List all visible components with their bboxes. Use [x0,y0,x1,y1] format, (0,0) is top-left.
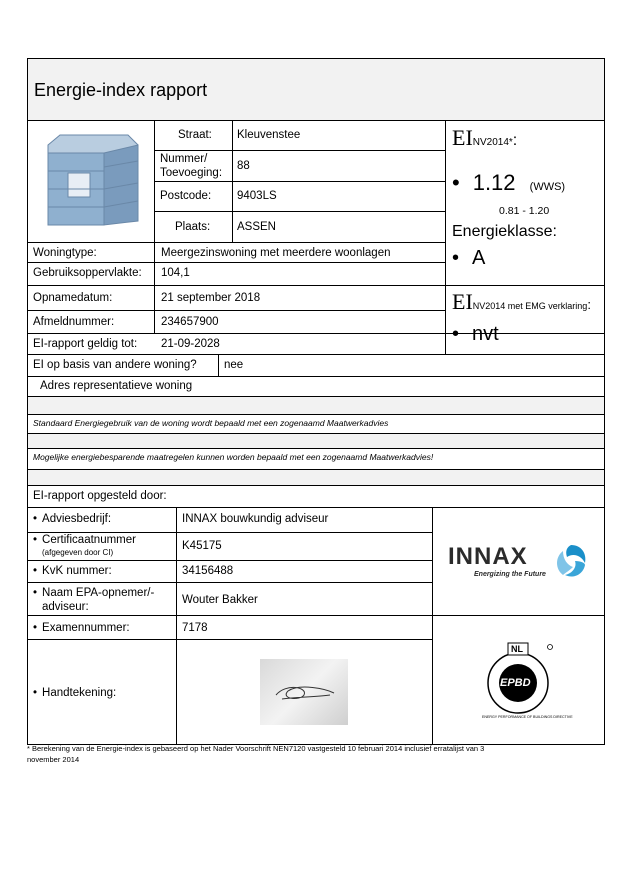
naam-label-2: adviseur: [42,601,89,613]
ei-range: 0.81 - 1.20 [499,205,550,217]
ei-emg-row [452,323,499,346]
ei-emg-value: nvt [472,323,499,345]
oppervlakte-label: Gebruiksoppervlakte: [33,267,142,279]
street-value: Kleuvenstee [237,129,301,141]
advisor-heading: EI-rapport opgesteld door: [33,490,167,502]
page-title: Energie-index rapport [34,80,208,100]
energy-class-label: Energieklasse: [452,223,557,240]
oppervlakte-value: 104,1 [161,267,190,279]
number-label-2: Toevoeging: [160,167,223,179]
afmeldnummer-label: Afmeldnummer: [33,316,115,328]
naam-value: Wouter Bakker [182,594,258,606]
ei-unit: (WWS) [529,181,566,193]
kvk-value: 34156488 [182,565,234,577]
footnote-line-1: * Berekening van de Energie-index is gebaseerd op het Nader Voorschrift NEN7120 vastgesteld 10 februari 2014 inclusief erratalijst van 3 [27,744,485,753]
opnamedatum-label: Opnamedatum: [33,292,113,304]
report-header [28,59,604,120]
number-label-1: Nummer/ [160,153,208,165]
report-page [27,58,605,745]
afmeldnummer-value: 234657900 [161,316,219,328]
geldig-value: 21-09-2028 [161,338,220,350]
note-standard: Standaard Energiegebruik van de woning wordt bepaald met een zogenaamd Maatwerkadvies [33,418,389,428]
examen-label: • Examennummer: [33,622,130,635]
handtekening-label: • Handtekening: [33,687,116,700]
energy-class-row [452,247,485,270]
bedrijf-value: INNAX bouwkundig adviseur [182,513,329,525]
street-label: Straat: [178,129,212,141]
adres-representatief-label: Adres representatieve woning [40,380,193,392]
energy-class-value: A [472,247,486,269]
ei-heading: EINV2014*: [452,125,518,150]
signature-image [260,659,348,725]
basis-value: nee [224,359,244,371]
ei-value: 1.12 [472,170,516,195]
bedrijf-label: • Adviesbedrijf: [33,513,111,526]
woningtype-value: Meergezinswoning met meerdere woonlagen [161,247,391,259]
opnamedatum-value: 21 september 2018 [161,292,261,304]
epbd-logo: NL EPBD ENERGY PERFORMANCE OF BUILDINGS DIRECTIVE [482,644,573,719]
number-value: 88 [237,160,250,172]
note-measures: Mogelijke energiebesparende maatregelen kunnen worden bepaald met een zogenaamd Maatwerkadvies! [33,452,434,462]
innax-swirl-icon [551,541,591,581]
naam-label-1: • Naam EPA-opnemer/- [33,587,154,600]
kvk-label: • KvK nummer: [33,565,112,578]
city-value: ASSEN [237,221,276,233]
cert-sublabel: (afgegeven door CI) [42,548,114,557]
footnote-line-2: november 2014 [27,755,80,764]
ei-value-row [452,170,565,196]
cert-value: K45175 [182,540,222,552]
postcode-label: Postcode: [160,190,212,202]
postcode-value: 9403LS [237,190,277,202]
house-icon [42,131,142,229]
city-label: Plaats: [175,221,211,233]
examen-value: 7178 [182,622,208,634]
woningtype-label: Woningtype: [33,247,97,259]
cert-label: • Certificaatnummer [33,534,136,547]
ei-emg-heading: EINV2014 met EMG verklaring: [452,289,591,314]
basis-label: EI op basis van andere woning? [33,359,197,371]
innax-logo: INNAX Energizing the Future [448,541,593,587]
geldig-label: EI-rapport geldig tot: [33,338,138,350]
